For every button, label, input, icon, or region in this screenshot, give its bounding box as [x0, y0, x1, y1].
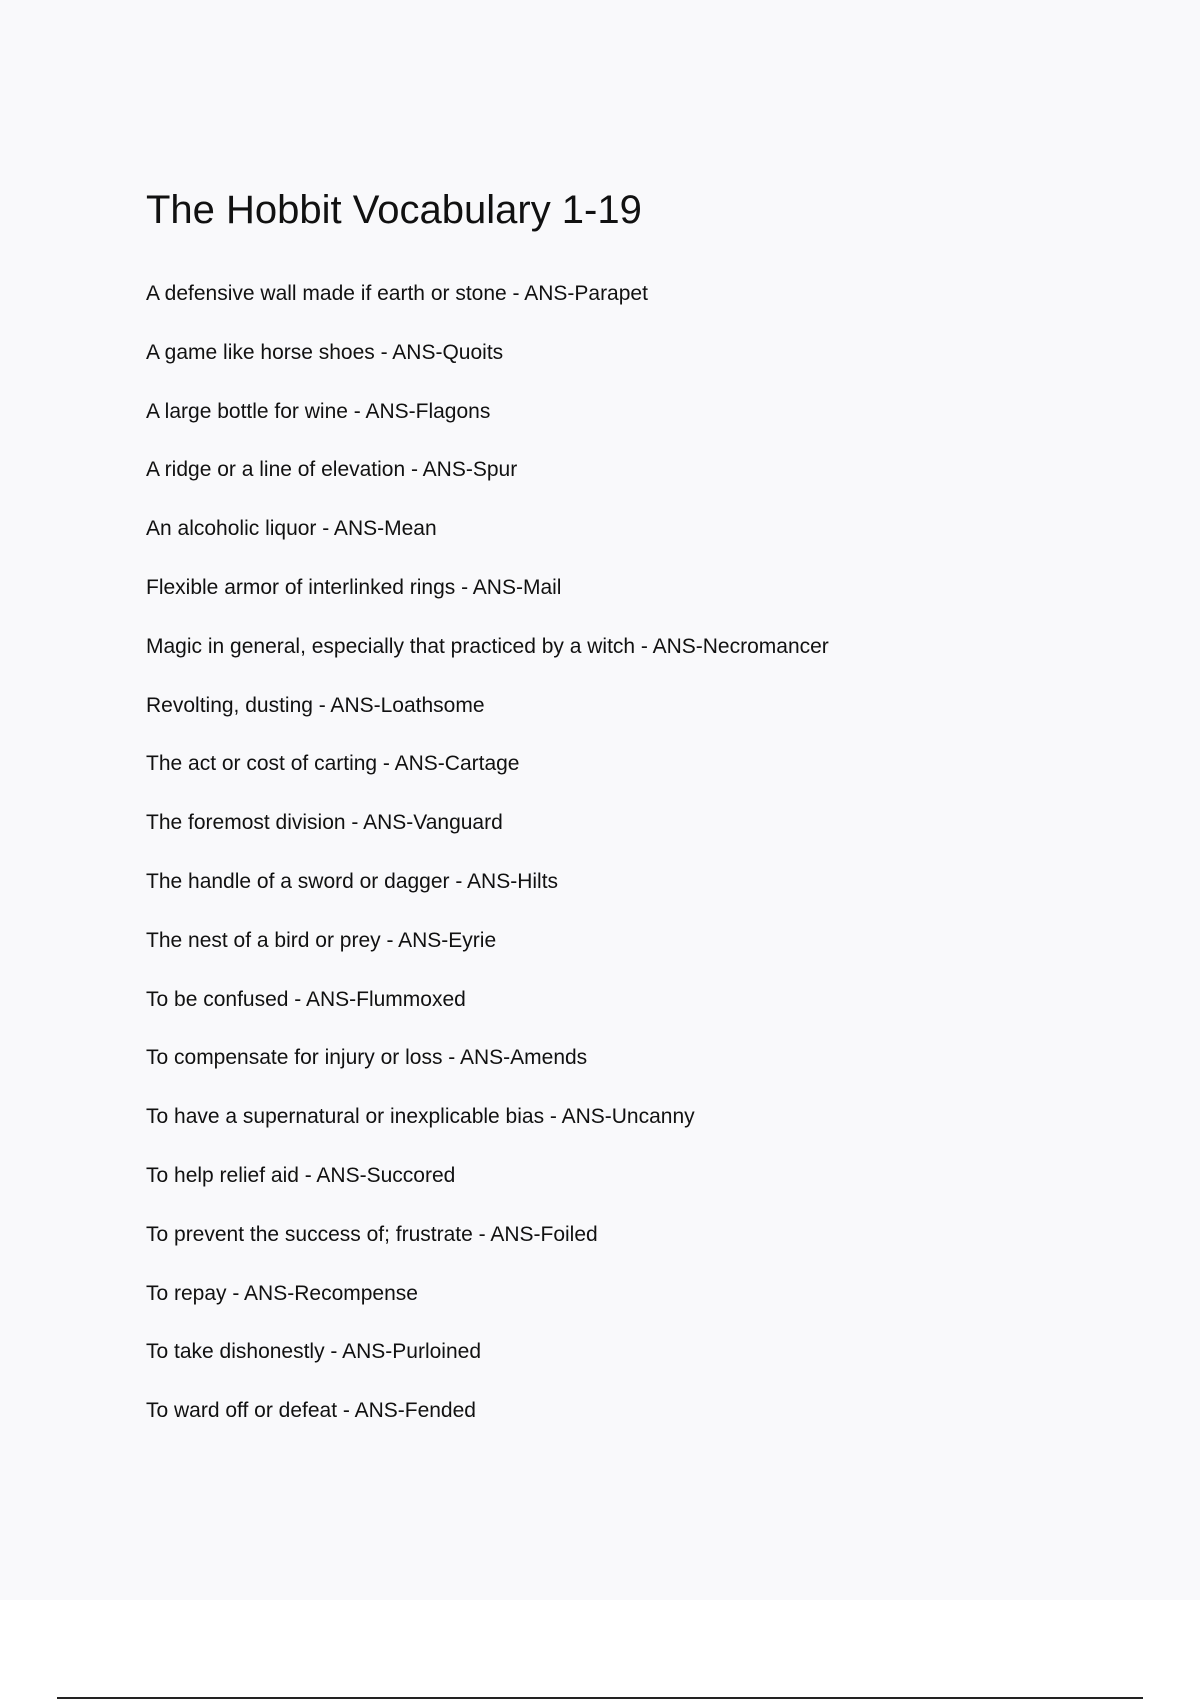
vocabulary-list: [146, 279, 829, 1455]
vocabulary-entry: A game like horse shoes - ANS-Quoits: [146, 340, 504, 364]
vocabulary-entry: To repay - ANS-Recompense: [146, 1281, 418, 1305]
vocabulary-entry: To ward off or defeat - ANS-Fended: [146, 1399, 476, 1423]
vocabulary-entry: Magic in general, especially that practiced by a witch - ANS-Necromancer: [146, 634, 829, 658]
vocabulary-entry: To take dishonestly - ANS-Purloined: [146, 1340, 482, 1364]
vocabulary-entry: To prevent the success of; frustrate - ANS-Foiled: [146, 1222, 598, 1246]
vocabulary-entry: To have a supernatural or inexplicable bias - ANS-Uncanny: [146, 1105, 695, 1129]
document-title: The Hobbit Vocabulary 1-19: [146, 188, 642, 232]
vocabulary-entry: Flexible armor of interlinked rings - ANS-Mail: [146, 575, 562, 599]
vocabulary-entry: An alcoholic liquor - ANS-Mean: [146, 517, 437, 541]
vocabulary-entry: The foremost division - ANS-Vanguard: [146, 811, 503, 835]
vocabulary-entry: To compensate for injury or loss - ANS-Amends: [146, 1046, 588, 1070]
footer-divider: [57, 1697, 1143, 1699]
vocabulary-entry: The act or cost of carting - ANS-Cartage: [146, 752, 520, 776]
vocabulary-entry: To be confused - ANS-Flummoxed: [146, 987, 466, 1011]
vocabulary-entry: The nest of a bird or prey - ANS-Eyrie: [146, 928, 497, 952]
vocabulary-entry: A large bottle for wine - ANS-Flagons: [146, 399, 491, 423]
vocabulary-entry: The handle of a sword or dagger - ANS-Hilts: [146, 869, 559, 893]
vocabulary-entry: A defensive wall made if earth or stone - ANS-Parapet: [146, 282, 648, 305]
vocabulary-entry: Revolting, dusting - ANS-Loathsome: [146, 693, 485, 717]
vocabulary-entry: To help relief aid - ANS-Succored: [146, 1163, 456, 1187]
vocabulary-entry: A ridge or a line of elevation - ANS-Spur: [146, 458, 518, 482]
